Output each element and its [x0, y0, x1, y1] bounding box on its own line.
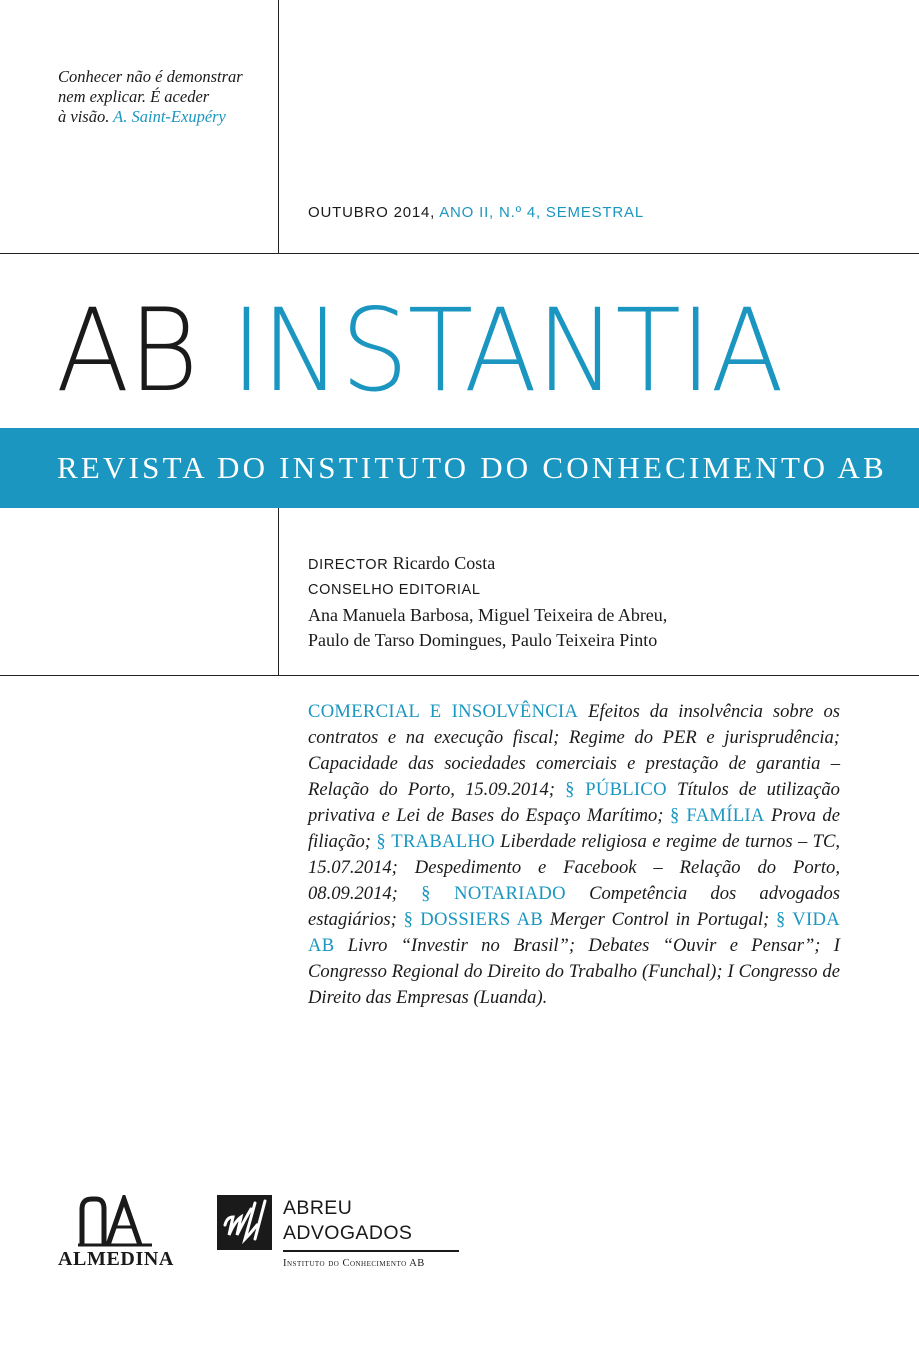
abreu-monogram-icon [217, 1195, 272, 1250]
section-dossiers-text: Merger Control in Portugal; [543, 909, 776, 930]
council-line-1: Ana Manuela Barbosa, Miguel Teixeira de Abreu, [308, 605, 668, 625]
section-trabalho-text: Liberdade religiosa e regime de turnos – TC, 15.07.2014; Despedimento e Facebook – Relação do Porto, 08.09.2014; [308, 831, 840, 904]
section-familia-text: Prova de filiação; [308, 805, 840, 852]
section-notariado: § NOTARIADO [421, 883, 566, 904]
almedina-logo-icon [78, 1195, 152, 1247]
top-vertical-rule [278, 0, 279, 254]
title-part-instantia: INSTANTIA [230, 284, 784, 417]
section-publico-text: Títulos de utilização privativa e Lei de Bases do Espaço Marítimo; [308, 779, 840, 826]
issue-date: OUTUBRO 2014, [308, 204, 436, 221]
abreu-divider [283, 1250, 459, 1252]
director-row [308, 551, 868, 578]
section-comercial-text: Efeitos da insolvência sobre os contratos e na execução fiscal; Regime do PER e jurisprudência; Capacidade das sociedades comerciais e prestação de garantia – Relação do Porto, 15.09.2014; [308, 701, 841, 800]
magazine-title [56, 286, 783, 416]
abreu-wordmark-line-2: ADVOGADOS [283, 1222, 413, 1244]
council-label: CONSELHO EDITORIAL [308, 582, 481, 598]
director-name: Ricardo Costa [392, 553, 496, 573]
section-comercial: COMERCIAL E INSOLVÊNCIA [308, 701, 579, 722]
quote-line-2: nem explicar. É aceder [58, 87, 210, 106]
section-notariado-text: Competência dos advogados estagiários; [308, 883, 840, 930]
section-trabalho: § TRABALHO [376, 831, 495, 852]
director-label: DIRECTOR [308, 557, 389, 573]
epigraph-quote [58, 67, 273, 127]
section-publico: § PÚBLICO [565, 779, 667, 800]
middle-horizontal-rule [0, 675, 919, 676]
issue-details: ANO II, N.º 4, SEMESTRAL [439, 204, 644, 221]
quote-line-1: Conhecer não é demonstrar [58, 67, 243, 86]
section-dossiers: § DOSSIERS AB [403, 909, 544, 930]
abreu-wordmark-line-1: ABREU [283, 1197, 353, 1219]
issue-info [308, 204, 644, 221]
section-vida: § VIDA AB [308, 909, 840, 956]
council-line-2: Paulo de Tarso Domingues, Paulo Teixeira Pinto [308, 630, 658, 650]
abreu-institute-caption: Instituto do Conhecimento AB [283, 1258, 425, 1269]
section-familia: § FAMÍLIA [670, 805, 765, 826]
abreu-logo-icon [217, 1195, 272, 1250]
quote-line-3-text: à visão. [58, 107, 110, 126]
title-part-ab: AB [56, 284, 198, 417]
middle-vertical-rule [278, 508, 279, 676]
magazine-subtitle: REVISTA DO INSTITUTO DO CONHECIMENTO AB [57, 450, 887, 485]
top-horizontal-rule [0, 253, 919, 254]
section-vida-text: Livro “Investir no Brasil”; Debates “Ouvir e Pensar”; I Congresso Regional do Direito do Trabalho (Funchal); I Congresso de Direito das Empresas (Luanda). [308, 935, 840, 1008]
quote-line-3 [58, 107, 273, 127]
masthead [308, 551, 868, 653]
contents-summary [308, 699, 840, 1011]
quote-author: A. Saint-Exupéry [113, 107, 226, 126]
almedina-wordmark: ALMEDINA [58, 1248, 174, 1270]
